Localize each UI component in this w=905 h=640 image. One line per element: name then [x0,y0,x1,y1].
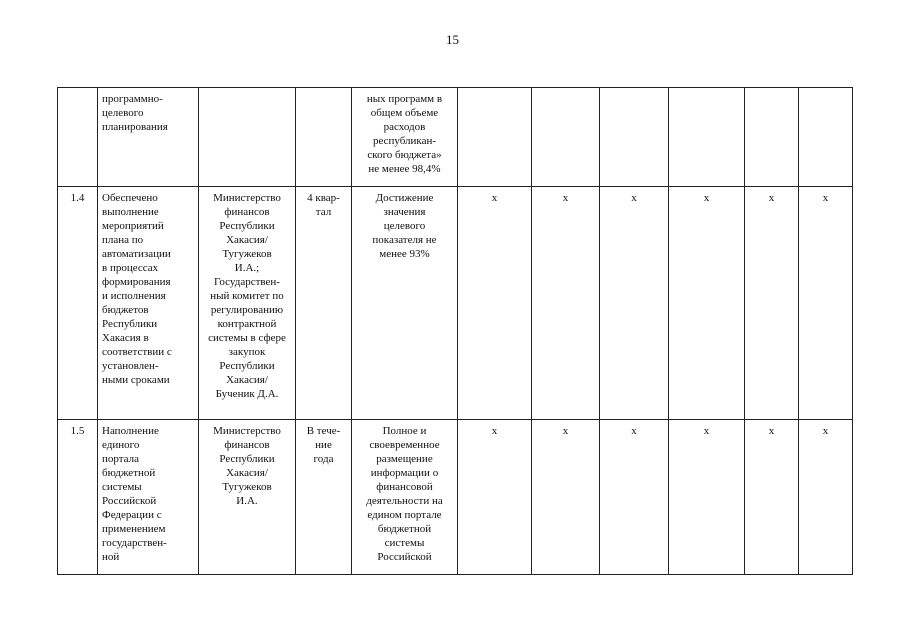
table-row [58,187,853,420]
mark-cell: x [458,187,532,420]
result-cell: ных программ в общем объеме расходов республикан- ского бюджета» не менее 98,4% [352,88,458,187]
row-number: 1.5 [58,420,98,575]
mark-cell: x [745,420,799,575]
term-cell: В тече- ние года [296,420,352,575]
mark-cell [600,88,669,187]
table-row [58,420,853,575]
mark-cell [669,88,745,187]
mark-cell: x [669,187,745,420]
mark-cell: x [745,187,799,420]
mark-cell: x [669,420,745,575]
mark-cell: x [532,187,600,420]
mark-cell [532,88,600,187]
term-cell: 4 квар- тал [296,187,352,420]
action-cell: программно- целевого планирования [98,88,199,187]
mark-cell [458,88,532,187]
mark-cell: x [532,420,600,575]
action-cell: Наполнение единого портала бюджетной системы Российской Федерации с применением государствен- ной [98,420,199,575]
mark-cell: x [600,420,669,575]
responsible-cell: Министерство финансов Республики Хакасия/ Тугужеков И.А.; Государствен- ный комитет по регулированию контрактной системы в сфере закупок Республики Хакасия/ Бученик Д.А. [199,187,296,420]
row-number: 1.4 [58,187,98,420]
responsible-cell: Министерство финансов Республики Хакасия/ Тугужеков И.А. [199,420,296,575]
term-cell [296,88,352,187]
mark-cell: x [799,420,853,575]
mark-cell: x [458,420,532,575]
result-cell: Достижение значения целевого показателя не менее 93% [352,187,458,420]
page-number: 15 [446,32,459,47]
mark-cell [799,88,853,187]
responsible-cell [199,88,296,187]
plan-table [57,87,853,575]
mark-cell: x [600,187,669,420]
mark-cell [745,88,799,187]
row-number [58,88,98,187]
action-cell: Обеспечено выполнение мероприятий плана по автоматизации в процессах формирования и исполнения бюджетов Республики Хакасия в соответствии с установлен- ными сроками [98,187,199,420]
table-row [58,88,853,187]
mark-cell: x [799,187,853,420]
result-cell: Полное и своевременное размещение информации о финансовой деятельности на едином портале бюджетной системы Российской [352,420,458,575]
